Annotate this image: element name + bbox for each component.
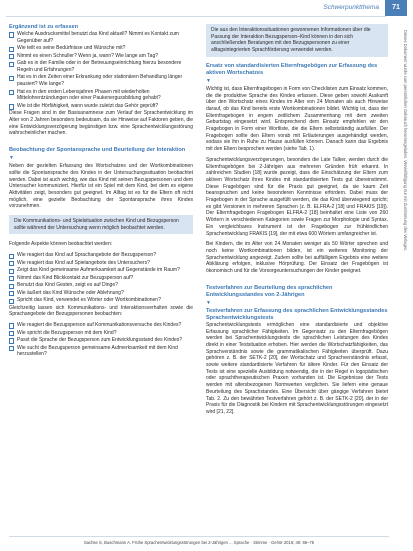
list-item: Benutzt das Kind Gesten, zeigt es auf Dinge? <box>9 282 193 289</box>
page-footer: Sachse S, Buschmann A. Frühe Sprachentwicklungsstörungen bei 2-Jährigen ... Sprache · Stimme · Gehör 2016; 40: 66–75 <box>83 540 315 545</box>
running-title: Schwerpunktthema <box>323 4 379 11</box>
body-paragraph: Diese Fragen sind in der Basisanamnese zum Verlauf der Sprachentwicklung im Alter von 2 Jahren besonders bedeutsam, da sie Hinweise auf Faktoren geben, die eine Entwicklungsverzögerung begünstigen bzw. eine Sprachentwicklungsstörung wahrscheinlicher machen. <box>9 110 193 137</box>
page-header <box>0 0 413 16</box>
caregiver-list <box>9 322 193 358</box>
arrow-down-icon: ▼ <box>206 299 211 306</box>
list-item: Wie reagiert das Kind auf Sprachangebote der Bezugsperson? <box>9 252 193 259</box>
left-column <box>9 24 193 359</box>
highlight-box-text: Die Kommunikations- und Spielsituation zwischen Kind und Bezugsperson sollte während der Untersuchung wenn möglich beobachtet werden. <box>14 218 179 231</box>
list-item: Nimmt das Kind Blickkontakt zur Bezugsperson auf? <box>9 275 193 282</box>
list-item: Wie ist die Hörfähigkeit, wann wurde zuletzt das Gehör geprüft? <box>9 103 193 110</box>
right-column <box>206 24 388 420</box>
list-item: Passt die Sprache der Bezugsperson zum Entwicklungsstand des Kindes? <box>9 337 193 344</box>
body-paragraph: Gleichzeitig lassen sich Kommunikations- und Interaktionsverhalten sowie die Sprachangebote der Bezugspersonen beobachten: <box>9 304 193 318</box>
arrow-down-icon: ▼ <box>9 155 14 162</box>
list-item: Wie teilt es seine Bedürfnisse und Wünsche mit? <box>9 45 193 52</box>
list-item: Wie äußert das Kind Wünsche oder Ablehnung? <box>9 290 193 297</box>
copyright-sidenote: Dieses Dokument wurde zum persönlichen Gebrauch heruntergeladen. Vervielfältigung nur mit Zustimmung des Verlages. <box>403 30 408 252</box>
section-heading-testverfahren: Testverfahren zur Beurteilung des sprachlichen Entwicklungsstandes von 2-Jährigen <box>206 284 333 298</box>
list-item: Wie spricht die Bezugsperson mit dem Kind? <box>9 330 193 337</box>
body-paragraph: Wichtig ist, dass Elternfragebogen in Form von Checklisten zum Einsatz kommen, die die produktive Sprache des Kindes erfassen. Diese geben sowohl Auskunft über den Wortschatz eines Kindes im Alter von 24 Monaten als auch Hinweise darauf, ob das Kind bereits erste Wortkombinationen bildet. Wichtig ist, dass der Elternfragebogen in engem zeitlichem Zusammenhang mit dem zweiten Geburtstag eingesetzt wird. Entsprechend dem Einsatz empfehlen wir den Fragebogen in Form einer Wortliste, die die Eltern selbstständig ausfüllen. Der Fragebogen sollte den Eltern vorab mit Erläuterungen ausgehändigt werden, sodass sie ihn in Ruhe zu Hause ausfüllen können. Danach kann das Ergebnis mit den Eltern besprochen werden (siehe Tab. 1). <box>206 85 388 153</box>
subsection-subheading: Sprachentwicklungstests <box>206 314 274 321</box>
list-item: Wie reagiert die Bezugsperson auf Kommunikationsversuche des Kindes? <box>9 322 193 329</box>
arrow-down-icon: ▼ <box>206 77 211 84</box>
page-number: 71 <box>385 0 407 16</box>
list-item: Zeigt das Kind gemeinsame Aufmerksamkeit auf Gegenstände im Raum? <box>9 267 193 274</box>
body-paragraph: Sprachentwicklungstests ermöglichen eine standardisierte und objektive Erfassung sprachlicher Fähigkeiten. Im Gegensatz zu den Elternfragebögen werden bei Sprachentwicklungstests die sprachlichen Leistungen des Kindes direkt in einer Testsituation erhoben. Hier werden die Wortschatzfähigkeiten, das Sprachverständnis sowie die grammatikalischen Fähigkeiten überprüft. Dazu gehören z. B. der SETK-2 [20], der Wortschatz und Sprachverständnis erfasst, sowie weitere standardisierte Verfahren für ältere Kinder. Für den Einsatz der Tests ist eine spezielle Ausbildung notwendig, die in der Regel in logopädischen oder sprachtherapeutischen Praxen vorhanden ist. Die Ergebnisse der Tests werden mit altersbezogenen Normwerten verglichen. Sie liefern eine genaue Beurteilung des Sprachstandes. Eine Übersicht über gängige Verfahren bietet Tab. 2. Zu den bewährten Testverfahren gehört z. B. der SETK-2 [20], der in der Praxis für die Diagnostik bei Kindern mit Sprachentwicklungsstörungen eingesetzt wird [21, 22]. <box>206 321 388 415</box>
observation-list <box>9 252 193 304</box>
list-item: Hat es in den ersten Lebensjahren Phasen mit wiederholten Mittelohrentzündungen oder einer Paukenergussbildung gehabt? <box>9 89 193 102</box>
list-item: Welche Ausdrucksmittel benutzt das Kind aktuell? Nimmt es Kontakt zum Gegenüber auf? <box>9 31 193 44</box>
footer-divider <box>9 536 389 537</box>
section-heading-ergaenzend: Ergänzend ist zu erfassen <box>9 24 79 30</box>
subsection-heading: Testverfahren zur Erfassung des sprachlichen Entwicklungsstandes <box>206 307 388 314</box>
question-list-anamnese <box>9 31 193 110</box>
list-item: Wie reagiert das Kind auf Spielangebote des Untersuchers? <box>9 260 193 267</box>
body-paragraph: Sprachentwicklungsverzögerungen, besonders die Late Talker, werden durch die Elternfragebögen bei 2-Jährigen aus mehreren Gründen früh erkannt. In zahlreichen Studien [18] wurde gezeigt, dass die Einschätzung der Eltern zum aktiven Wortschatz ihres Kindes mit standardisierten Tests gut übereinstimmt. Diese Fragebögen sind für die Praxis gut geeignet, da sie kaum Zeit beanspruchen und keine besonderen Kenntnisse erfordern. Dabei muss der Fragebogen in der Sprache ausgefüllt werden, die das Kind überwiegend spricht; es gibt Versionen in mehreren Sprachen (z. B. ELFRA-2 [18] und FRAKIS [19]). Der Elternfragebogen Fragebogen ELFRA-2 [18] beinhaltet eine Liste von 260 Wörtern in verschiedenen Kategorien sowie Fragen zur Morphologie und Syntax. Ein vergleichbares Instrument ist der Fragebogen zur frühkindlichen Sprachentwicklung FRAKIS [19], der mit etwa 600 Wörtern umfangreicher ist. <box>206 156 388 237</box>
list-item: Spricht das Kind, verwendet es Wörter oder Wortkombinationen? <box>9 297 193 304</box>
body-paragraph: Bei Kindern, die im Alter von 24 Monaten weniger als 50 Wörter sprechen und noch keine Wortkombinationen bilden, ist ein weiteres Monitoring der Sprachentwicklung angezeigt. Zudem sollte bei auffälligem Ergebnis eine weitere Abklärung erfolgen, inklusive Hörprüfung. Der Einsatz der Fragebögen ist ökonomisch und für die Vorsorgeuntersuchungen der Kinder geeignet. <box>206 241 388 275</box>
list-item: Hat es in den Zeiten einer Erkrankung oder stationären Behandlung länger pausiert? Wie lange? <box>9 74 193 87</box>
highlight-box <box>206 24 388 57</box>
section-heading-elternfrageboegen: Ersatz von standardisierten Elternfragebögen zur Erfassung des aktiven Wortschatzes <box>206 62 378 76</box>
highlight-box-text: Die aus den Interaktionssituationen gewonnenen Informationen über die Passung der Interaktion Bezugsperson–Kind können in den sich anschließenden Beratungen mit den Bezugspersonen zu einer alltagsintegrierten Sprachförderung verwendet werden. <box>211 27 371 54</box>
header-divider <box>6 16 386 17</box>
list-item: Gab es in der Familie oder in der Betreuungseinrichtung hierzu besondere Regeln und Erfahrungen? <box>9 60 193 73</box>
highlight-box <box>9 215 193 234</box>
list-intro: Folgende Aspekte können beobachtet werden: <box>9 241 113 248</box>
list-item: Nimmt es einen Schnuller? Wenn ja, wann? Wie lange am Tag? <box>9 53 193 60</box>
body-paragraph: Neben der gezielten Erfassung des Wortschatzes und der Wortkombinationen sollte die Spontansprache des Kindes in der Untersuchungssituation beobachtet werden. Dabei ist auch wichtig, wie das Kind mit seinen Bezugspersonen und dem Untersucher kommuniziert. Hierfür ist ein Spiel mit dem Kind, bei dem es eigene Aktivitäten zeigt, besonders gut geeignet. Im Alltag ist es für die Eltern oft nicht möglich, eine gezielte Beobachtung der Spontansprache ihres Kindes vorzunehmen. <box>9 163 193 210</box>
list-item: Wie sucht die Bezugsperson gemeinsame Aufmerksamkeit mit dem Kind herzustellen? <box>9 345 193 358</box>
section-heading-spontansprache: Beobachtung der Spontansprache und Beurteilung der Interaktion <box>9 147 186 154</box>
